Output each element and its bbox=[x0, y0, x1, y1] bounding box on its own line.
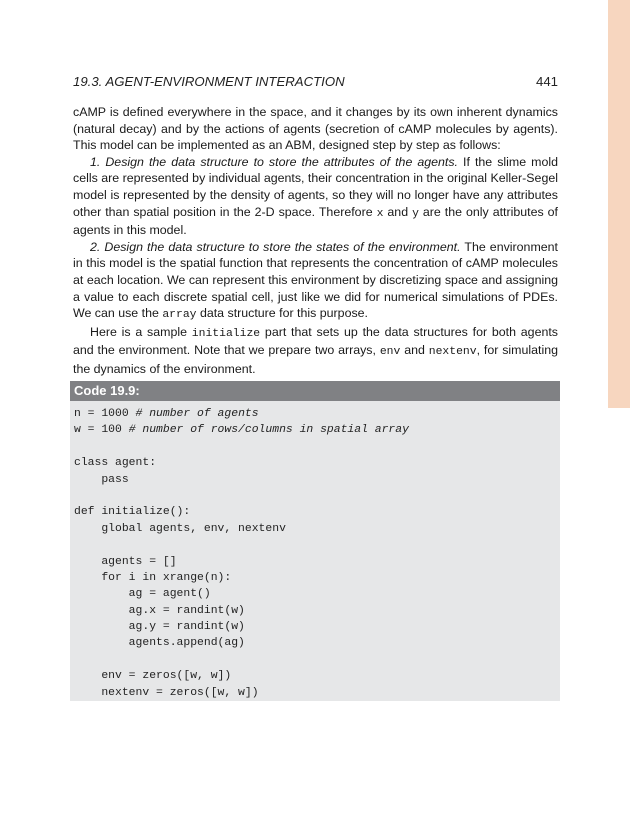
paragraph-4 bbox=[73, 324, 558, 378]
paragraph-2-and: and bbox=[383, 204, 413, 219]
code-line bbox=[74, 685, 560, 701]
code-line bbox=[74, 488, 560, 504]
code-text: agents = [] bbox=[74, 555, 177, 568]
chapter-tab bbox=[608, 0, 630, 408]
inline-code-env: env bbox=[379, 346, 401, 359]
section-title: 19.3. AGENT-ENVIRONMENT INTERACTION bbox=[73, 74, 345, 89]
code-line bbox=[74, 603, 560, 619]
paragraph-3 bbox=[73, 239, 558, 324]
paragraph-2 bbox=[73, 154, 558, 239]
paragraph-2-text-b: are the only attributes of agents in this model. bbox=[73, 204, 558, 238]
code-line bbox=[74, 406, 560, 422]
code-line bbox=[74, 668, 560, 684]
code-line bbox=[74, 635, 560, 651]
inline-code-y: y bbox=[412, 207, 419, 220]
code-line bbox=[74, 570, 560, 586]
code-text: ag.x = randint(w) bbox=[74, 604, 245, 617]
code-line bbox=[74, 455, 560, 471]
code-comment: # number of rows/columns in spatial array bbox=[128, 424, 409, 437]
code-text: ag.y = randint(w) bbox=[74, 621, 245, 634]
code-line bbox=[74, 554, 560, 570]
code-line bbox=[74, 504, 560, 520]
code-text: def initialize(): bbox=[74, 506, 191, 519]
code-listing bbox=[70, 381, 560, 701]
paragraph-4-text-c: , for simulating the dynamics of the environment. bbox=[73, 343, 558, 376]
step-2-heading: 2. Design the data structure to store the states of the environment. bbox=[90, 239, 461, 254]
code-comment: # number of agents bbox=[135, 408, 259, 420]
body-text bbox=[73, 104, 558, 378]
code-line bbox=[74, 521, 560, 537]
paragraph-1-text: cAMP is defined everywhere in the space, and it changes by its own inherent dynamics (natural decay) and by the actions of agents (secretion of cAMP molecules by agents). This model can be implemented as an ABM, designed step by step as follows: bbox=[73, 105, 558, 153]
inline-code-initialize: initialize bbox=[191, 327, 261, 340]
code-line bbox=[74, 472, 560, 488]
inline-code-array: array bbox=[162, 309, 197, 322]
code-text: env = zeros([w, w]) bbox=[74, 670, 232, 683]
paragraph-3-text-b: data structure for this purpose. bbox=[196, 306, 368, 321]
code-text: n = 1000 bbox=[74, 408, 136, 420]
paragraph-1 bbox=[73, 104, 558, 154]
code-line bbox=[74, 586, 560, 602]
code-text: nextenv = zeros([w, w]) bbox=[74, 686, 259, 699]
code-line bbox=[74, 422, 560, 438]
code-text: class agent: bbox=[74, 457, 157, 470]
code-line bbox=[74, 439, 560, 455]
code-listing-body bbox=[70, 401, 560, 701]
paragraph-3-text-a: The environment in this model is the spatial function that represents the concentration of cAMP molecules at each location. We can represent this environment by discretizing space and assigning a value to each discrete spatial cell, just like we did for numerical simulations of PDEs. We can use the bbox=[73, 239, 558, 321]
code-text: agents.append(ag) bbox=[74, 637, 245, 650]
code-line bbox=[74, 537, 560, 553]
code-text: for i in xrange(n): bbox=[74, 571, 232, 584]
paragraph-4-text-b: part that sets up the data structures for both agents and the environment. Note that we prepare two arrays, bbox=[73, 324, 558, 358]
code-line bbox=[74, 619, 560, 635]
inline-code-nextenv: nextenv bbox=[428, 346, 477, 359]
code-text: ag = agent() bbox=[74, 588, 211, 601]
paragraph-4-and: and bbox=[400, 343, 429, 358]
code-text: w = 100 bbox=[74, 424, 129, 437]
code-line bbox=[74, 652, 560, 668]
paragraph-2-text-a: If the slime mold cells are represented by individual agents, their concentration in the original Keller-Segel model is represented by the density of agents, so they will no longer have any attributes other than spatial position in the 2-D space. Therefore bbox=[73, 154, 558, 219]
code-text: global agents, env, nextenv bbox=[74, 522, 286, 535]
inline-code-x: x bbox=[376, 207, 384, 220]
running-header bbox=[73, 74, 558, 89]
code-listing-title: Code 19.9: bbox=[70, 381, 560, 401]
step-1-heading: 1. Design the data structure to store the attributes of the agents. bbox=[90, 154, 459, 169]
code-text: pass bbox=[74, 473, 129, 486]
page-number: 441 bbox=[535, 74, 558, 89]
paragraph-4-text-a: Here is a sample bbox=[90, 324, 192, 339]
